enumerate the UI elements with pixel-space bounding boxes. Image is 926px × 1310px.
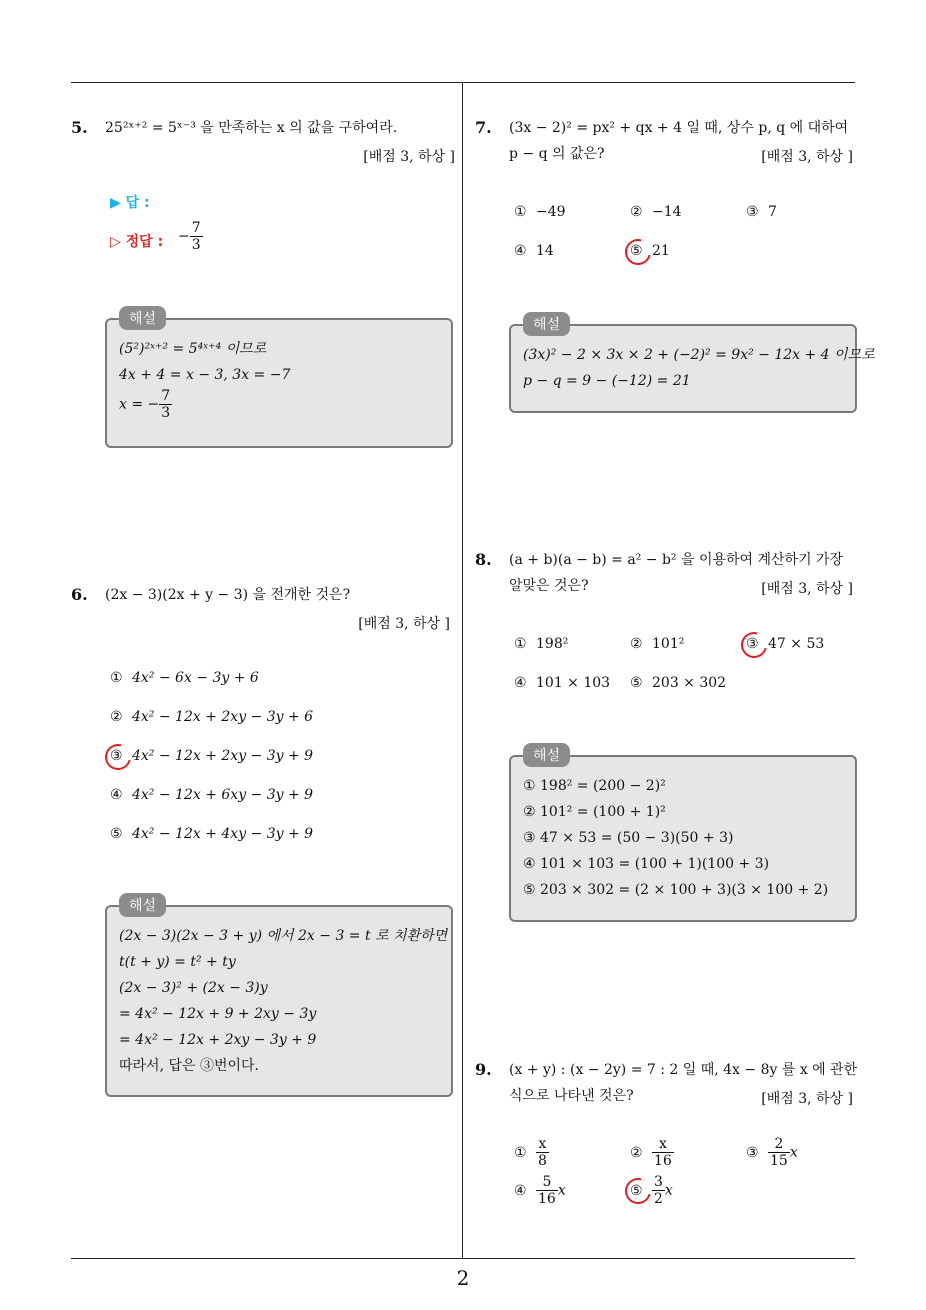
explanation-box-q6: [105, 898, 453, 1097]
option-4[interactable]: ④ 4x² − 12x + 6xy − 3y + 9: [110, 787, 314, 803]
explanation-line: ② 101² = (100 + 1)²: [523, 804, 666, 820]
option-3[interactable]: ③ $\frac{2}{15}$ x: [746, 1136, 798, 1169]
explanation-line: 4x + 4 = x − 3, 3x = −7: [119, 367, 291, 383]
option-1[interactable]: ① 198²: [514, 636, 569, 652]
answer-input-label[interactable]: ▶ 답 :: [110, 195, 150, 211]
top-rule: [71, 82, 855, 83]
question-6-meta: [배점 3, 하상 ]: [358, 616, 450, 632]
option-5[interactable]: ⑤ 203 × 302: [630, 675, 727, 691]
question-7-text-line1: (3x − 2)² = px² + qx + 4 일 때, 상수 p, q 에 대하여: [509, 120, 849, 136]
explanation-tag: 해설: [523, 743, 570, 767]
correct-mark-icon: [736, 627, 772, 663]
option-4[interactable]: ④ $\frac{5}{16}$ x: [514, 1174, 566, 1207]
question-9-text-line2: 식으로 나타낸 것은?: [509, 1088, 634, 1104]
explanation-tag: 해설: [523, 312, 570, 336]
explanation-tag: 해설: [119, 893, 166, 917]
explanation-line: = 4x² − 12x + 2xy − 3y + 9: [119, 1032, 317, 1048]
option-5[interactable]: ⑤ $\frac{3}{2}$ x: [630, 1174, 673, 1207]
question-9-number: 9.: [475, 1060, 492, 1079]
explanation-line: ③ 47 × 53 = (50 − 3)(50 + 3): [523, 830, 734, 846]
correct-answer-value: − $\frac{7}{3}$: [178, 220, 201, 253]
explanation-line: ④ 101 × 103 = (100 + 1)(100 + 3): [523, 856, 770, 872]
correct-mark-icon: [100, 739, 136, 775]
bottom-rule: [71, 1258, 855, 1259]
page-number: 2: [456, 1266, 470, 1290]
question-6-text: (2x − 3)(2x + y − 3) 을 전개한 것은?: [105, 587, 351, 603]
question-7-text-line2: p − q 의 값은?: [509, 146, 605, 162]
question-5-text: 25²ˣ⁺² = 5ˣ⁻³ 을 만족하는 x 의 값을 구하여라.: [105, 120, 398, 136]
correct-mark-icon: [620, 234, 656, 270]
correct-answer-label: ▷ 정답 :: [110, 234, 164, 250]
question-5-meta: [배점 3, 하상 ]: [363, 149, 455, 165]
explanation-line: (5²)²ˣ⁺² = 5⁴ˣ⁺⁴ 이므로: [119, 341, 267, 357]
explanation-box-q8: [509, 748, 857, 922]
question-6-number: 6.: [71, 585, 88, 604]
question-7-number: 7.: [475, 118, 492, 137]
option-4[interactable]: ④ 101 × 103: [514, 675, 611, 691]
explanation-line: ⑤ 203 × 302 = (2 × 100 + 3)(3 × 100 + 2): [523, 882, 829, 898]
question-8-text-line2: 알맞은 것은?: [509, 578, 589, 594]
option-2[interactable]: ② −14: [630, 204, 682, 220]
option-2[interactable]: ② 101²: [630, 636, 685, 652]
explanation-line: t(t + y) = t² + ty: [119, 954, 236, 970]
option-3[interactable]: ③ 7: [746, 204, 777, 220]
question-7-meta: [배점 3, 하상 ]: [761, 149, 853, 165]
explanation-line: = 4x² − 12x + 9 + 2xy − 3y: [119, 1006, 317, 1022]
explanation-line: (3x)² − 2 × 3x × 2 + (−2)² = 9x² − 12x + 4 이므로: [523, 347, 875, 363]
option-5[interactable]: ⑤ 21: [630, 243, 670, 259]
question-8-text-line1: (a + b)(a − b) = a² − b² 을 이용하여 계산하기 가장: [509, 552, 844, 568]
question-9-meta: [배점 3, 하상 ]: [761, 1091, 853, 1107]
option-2[interactable]: ② 4x² − 12x + 2xy − 3y + 6: [110, 709, 314, 725]
explanation-line: ① 198² = (200 − 2)²: [523, 778, 666, 794]
option-3[interactable]: ③ 47 × 53: [746, 636, 825, 652]
question-5-number: 5.: [71, 118, 88, 137]
explanation-box-q5: [105, 311, 453, 448]
explanation-line: p − q = 9 − (−12) = 21: [523, 373, 691, 389]
explanation-line: x = − $\frac{7}{3}$: [119, 388, 171, 421]
explanation-line: 따라서, 답은 ③번이다.: [119, 1058, 259, 1074]
option-1[interactable]: ① $\frac{x}{8}$: [514, 1136, 547, 1169]
explanation-line: (2x − 3)(2x − 3 + y) 에서 2x − 3 = t 로 치환하면: [119, 928, 448, 944]
explanation-line: (2x − 3)² + (2x − 3)y: [119, 980, 268, 996]
option-2[interactable]: ② $\frac{x}{16}$: [630, 1136, 672, 1169]
option-5[interactable]: ⑤ 4x² − 12x + 4xy − 3y + 9: [110, 826, 314, 842]
column-divider: [462, 82, 463, 1258]
option-4[interactable]: ④ 14: [514, 243, 554, 259]
option-1[interactable]: ① −49: [514, 204, 566, 220]
question-8-number: 8.: [475, 550, 492, 569]
explanation-tag: 해설: [119, 306, 166, 330]
option-1[interactable]: ① 4x² − 6x − 3y + 6: [110, 670, 259, 686]
question-9-text-line1: (x + y) : (x − 2y) = 7 : 2 일 때, 4x − 8y 를 x 에 관한: [509, 1062, 858, 1078]
explanation-box-q7: [509, 317, 875, 413]
option-3[interactable]: ③ 4x² − 12x + 2xy − 3y + 9: [110, 748, 314, 764]
question-8-meta: [배점 3, 하상 ]: [761, 581, 853, 597]
